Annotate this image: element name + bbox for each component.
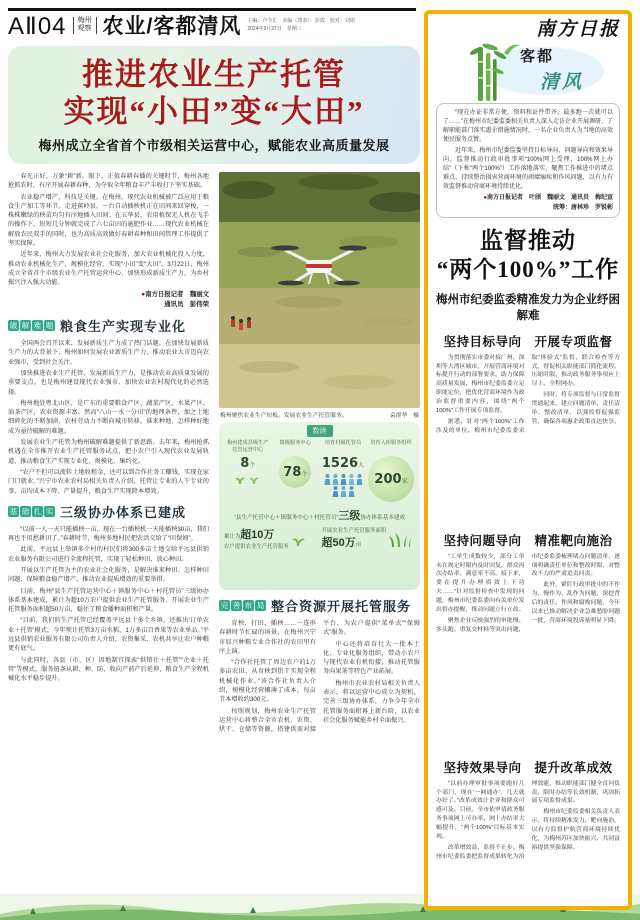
quote-paragraph: “现在办证非常方便，资料和证件带齐，最多跑一次就可以了……”在梅州市纪委监委相关负责人深入走访企业开展调研、了解职能部门落实惠企措施情况时，一名企业负责人为当地的高效便民服务点赞。 — [443, 110, 613, 143]
person-icon — [324, 474, 331, 485]
section-title: 整合资源开展托管服务 — [271, 599, 412, 614]
right-section-body-2 — [436, 553, 620, 749]
body-paragraph: “以前一人一天只能插秧一亩，现在一台插秧机一天能插秧30亩，我们再也不用愁耕田了。”春耕时节，梅州多地村民把农活交给了“田保姆”。 — [8, 525, 209, 543]
photo-caption: 梅州聚焦农业生产短板，发展农业生产托管服务。 — [220, 413, 348, 419]
person-icon — [348, 474, 355, 485]
body-paragraph: “农户不但可以流转土地收租金，还可以到合作社务工赚钱，实现在家门口就业。”兴宁市农业农村局相关负责人介绍，托管让专业的人干专业的事，亩均成本下降、产量提升，粮食生产实现降本增效。 — [8, 468, 209, 495]
body-paragraph: 与此同时，各县（市、区）因地制宜探索“供销社＋托管”“企业＋托管”等模式，服务链条从耕、种、防、收向产前产后延伸，粮食生产全程机械化水平稳步提升。 — [8, 656, 209, 683]
intro-paragraph: 春光正好，万象“耕”新。眼下，正值春耕春播的关键时节，梅州各地抢抓农时，有序开展春耕春种，为夺取全年粮食丰产丰收打下坚实基础。 — [8, 173, 209, 190]
page-credits — [247, 18, 355, 33]
masthead-logo: 南方日报 — [535, 19, 620, 40]
body-paragraph: 目前，梅州“县生产托管运营中心＋镇服务中心＋村托管员”三级协办体系基本建成，累计为超10万农户提供农业生产托管服务，开展农业生产托管服务面积超50万亩，稳住了粮食播种面积和产量。 — [8, 587, 209, 614]
byline-dot: ● — [141, 290, 146, 298]
sprout-icon — [292, 533, 312, 547]
intro-paragraph: 农业稳产增产，科技是关键。在梅州，现代农业机械被广泛应用于粮食生产加工等环节。走进蕉岭县，一台自动插秧机正在田间来回穿梭，一株株嫩绿的秧苗均匀有序地插入田间；在五华县，农用植保无人机在飞手的操作下，短短几分钟就完成了六七亩田的施肥作业……现代农业机械在解放农民双手的同时，也为高质高效做好春耕春种和田间管理工作提供了坚实保障。 — [8, 193, 209, 248]
headline-box — [8, 46, 420, 164]
main-article — [8, 46, 420, 898]
right-section-body-3 — [436, 780, 620, 920]
section-title: 粮食生产实现专业化 — [60, 319, 187, 335]
stat-town-centers: 镇级服务中心 78个 — [272, 440, 320, 488]
body-paragraph: 育秧、打田、插秧……一连串春耕时节忙碌的场景，在梅州兴宁市辰兴种粮专业合作社的农田里有序上演。 — [219, 620, 316, 655]
stat-county-centers: 梅州建成县级生产托管运营中心 8个 — [224, 440, 272, 490]
body-paragraph: 加快推进农业生产托管，发展新质生产力，是推动农业高质量发展的重要支点，也是梅州建设现代农业强市、加快农业农村现代化的必然选择。 — [8, 369, 209, 396]
right-section-title-2: 坚持问题导向 精准靶向施治 — [443, 533, 613, 548]
section-title: 三级协办体系已建成 — [60, 504, 187, 520]
body-paragraph: 此前，平远县上举镇多个村的村民们将300多亩土地交给平远县供销农业服务有限公司进行全流程托管，实现了轻松种田、放心种田。 — [8, 546, 209, 563]
body-paragraph: 开展以生产托管为主的农业社会化服务，是解决谁来种田、怎样种田问题，保障粮食稳产增产、推动农业提质增效的重要举措。 — [8, 567, 209, 584]
person-icon — [340, 486, 347, 497]
section-header-2 — [8, 502, 209, 521]
body-paragraph: 按照规划，梅州农业生产托管运营中心将整合全市农机、农资、烘干、仓储等资源，搭建供需对接平台，为农户提供“菜单式”“保姆式”服务。 — [219, 620, 420, 734]
main-article-byline — [8, 290, 209, 311]
section-tab — [73, 17, 97, 34]
right-section-title-1: 坚持目标导向 开展专项监督 — [443, 334, 613, 349]
person-icon — [340, 474, 347, 485]
leaf-check-icon — [504, 45, 520, 55]
headline-line1: 推进农业生产托管 — [82, 57, 346, 92]
sprout-icon — [235, 473, 261, 485]
right-section-title-3: 坚持效果导向 提升改革成效 — [443, 760, 613, 775]
person-icon — [332, 486, 339, 497]
column-logo — [436, 41, 620, 105]
infographic-box — [219, 422, 420, 590]
body-paragraph: 发展农业生产托管为梅州破解难题提供了新思路。去年来，梅州抢抓机遇在全市推开农业生产托管服务试点，把小农户引入现代农业发展轨道，推动粮食生产实现专业化、规模化、集约化。 — [8, 439, 209, 465]
edition-number: AⅡ04 — [8, 13, 67, 40]
photo-credit: 袁群华 摄 — [390, 413, 419, 419]
logo-text-1: 客都 — [520, 49, 555, 65]
headline-deck: 梅州成立全省首个市级相关运营中心，赋能农业高质量发展 — [38, 138, 390, 154]
logo-text-2: 清风 — [540, 72, 585, 93]
right-article-subtitle: 梅州市纪委监委精准发力为企业纾困解难 — [436, 293, 620, 322]
intro-paragraph: 近年来，梅州大力发展农业社会化服务，加大农业机械化投入力度，推动农业机械化生产、规模化经营，实现“小田”变“大田”。3月22日，梅州成立全省首个市级农业生产托管运营中心，加快形成新质生产力，为乡村振兴注入强大动能。 — [8, 251, 209, 287]
section-badge-icon: 完 善 布 局 — [220, 601, 265, 610]
body-paragraph: 梅州市农业农村局相关负责人表示，将以运营中心成立为契机，完善三级协办体系，力争今年全市托管服务面积再上新台阶，以农业社会化服务赋能乡村全面振兴。 — [323, 679, 420, 724]
byline-reporter: 南方日报记者 魏丽文 — [145, 290, 209, 298]
person-icon — [348, 486, 355, 497]
bamboo-icon — [470, 41, 522, 103]
body-paragraph: “合作社托管了周边农户的1万多亩农田，从育秧到烘干实现全程机械化作业。”该合作社负责人介绍，规模化经营摊薄了成本，每亩节本增收约300元。 — [219, 659, 316, 704]
drone-field-photo — [219, 172, 420, 408]
body-paragraph: 改革增效益，监督不止步。梅州市纪委监委把监督成果转化为治理效能，推动职能部门健全首问负责、限时办结等长效机制，巩固拓展专项监督成果。 — [436, 780, 620, 860]
stat-households-served: 累计为超10万 农户提供农业生产托管服务 — [224, 528, 318, 552]
right-section-body-1 — [436, 354, 620, 522]
stat-village-agents: 培育村级托管员 1526人 — [319, 440, 367, 497]
body-paragraph: 聚焦企业反映强烈的审批慢、多头跑、重复交材料等突出问题，市纪委监委梳理堵点问题清单，逐项明确责任单位和整改时限，对整改不力的严肃追责问责。 — [436, 553, 620, 633]
credits-line2: 2024年3月27日 星期三 — [247, 25, 302, 32]
stat-service-area: 开展农业生产托管服务面积 超50万亩 — [322, 528, 416, 552]
right-article-title — [436, 227, 620, 285]
lede-quote-box — [436, 103, 620, 218]
page-header — [8, 8, 416, 39]
headline-line2: 实现“小田”变“大田” — [63, 94, 365, 130]
right-title-line1: 监督推动 — [480, 228, 576, 254]
people-icons — [320, 474, 366, 497]
section-header-1 — [8, 316, 209, 335]
person-icon — [332, 474, 339, 485]
body-paragraph: “目前，我们的生产托管已经覆盖平远县十多个乡镇，还推出‘订单农业＋托管’模式，今年预计托管3万亩水稻、1万多亩百香果等农业单品。”平远县供销农业服务有限公司负责人介绍，农资集采、农机共享让农户种粮更有底气。 — [8, 617, 209, 653]
page-title: 农业/客都清风 — [102, 15, 242, 38]
main-article-left-column — [8, 172, 209, 898]
body-paragraph: 同时，将专项监督与日常监督贯通起来，建立问题清单、责任清单、整改清单，以强监督促强监管，确保各项惠企政策直达快享。 — [531, 392, 620, 425]
drone-icon — [219, 172, 420, 408]
right-article-byline — [443, 194, 613, 213]
byline-reporter: 南方日报记者 叶颀 魏丽文 通讯员 梅纪宣 — [486, 195, 613, 201]
grass-icon — [389, 532, 411, 547]
credits-line1: 主编：卢令汇 美编（图表）：彭霞 校对：刘珺 — [247, 18, 355, 24]
body-paragraph: 中心还将培育壮大一批本土化、专业化服务组织，带动小农户与现代农业有机衔接，推动托管服务向果茶等特色产业拓展。 — [323, 640, 420, 676]
body-paragraph: 全国两会召开以来，发展新质生产力成了热门话题。在加快发展新质生产力的大背景下，梅州如何发展农业新质生产力，推动农业大市迈向农业强市，受到社会关注。 — [8, 340, 209, 366]
stat-service-organizations: 培育入库服务组织 200家 — [367, 440, 415, 502]
main-article-middle-column — [219, 172, 420, 898]
body-paragraph: 据悉，针对“两个100%”工作涉及的单位，梅州市纪委监委采取“体验式”监督、联合检查等方式，督促相关职能部门简化流程、压缩时限，推动政务服务事项应上尽上、全程网办。 — [436, 354, 620, 434]
section-header-3 — [219, 596, 420, 615]
right-boxed-article — [424, 10, 632, 910]
body-paragraph: 为贯彻落实市委对接广州、深圳等大湾区城市，开展营商环境对标提升行动的部署要求，助力保障高质量发展，梅州市纪委监委立足职能定位，把优化营商环境作为政治监督重要内容，围绕“两个100%”工作开展专项监督。 — [436, 354, 525, 414]
byline-coordinator: 统筹：唐林珍 罗锐彬 — [552, 204, 613, 211]
infographic-badge: 数读 — [307, 425, 333, 437]
section-badge-icon: 基 础 扎 实 — [9, 506, 54, 516]
section-tab-line1: 梅州 — [77, 17, 92, 24]
section-3-body — [219, 619, 420, 887]
section-tab-line2: 观察 — [77, 25, 92, 33]
body-paragraph: 此外，紧盯行政审批中的不作为、慢作为、乱作为问题，深挖背后的责任、作风和腐败问题，今年以来已推动解决企业急难愁盼问题一批，营商环境投诉量明显下降。 — [531, 582, 620, 624]
section-badge-icon: 破 解 难 题 — [9, 321, 54, 331]
body-paragraph: “工单生成数较少，部分工单未在规定时限内及时回复，群众再次办结率、满意率不高。接下来，要在提升办理质效上下功夫……”针对监督检查中发现的问题，梅州市纪委监委向有关单位发出督办提醒，推动问题立行立改。 — [436, 553, 525, 613]
body-paragraph: 梅州地处粤北山区，是广东的重要粮食产区、蔬菜产区、水果产区、油茶产区，农业资源丰富。然而“八山一水一分田”的地理条件，加之土地细碎化的不断加剧，农村劳动力不断向城市转移，谁来种地、怎样种好地成为亟待破解的难题。 — [8, 399, 209, 435]
byline-correspondent: 通讯员 彭伟荣 — [164, 300, 209, 308]
byline-dot: ● — [483, 195, 487, 201]
body-paragraph: 梅州市纪委监委相关负责人表示，将持续精准发力、靶向施治，以有力监督护航营商环境持续优化，为梅州苏区加快振兴、共同富裕提供坚强保障。 — [531, 809, 620, 851]
person-icon — [356, 474, 363, 485]
right-title-line2: “两个100%”工作 — [436, 256, 620, 282]
photo-caption-bar — [219, 408, 420, 422]
quote-paragraph: 近年来，梅州市纪委监委坚持目标导向、问题导向和效果导向，监督推动行政审批事项“100%网上受理、100%网上办结”（下称“两个100%”）工作落地落实，聚焦工作推进中的堵点难点，持续整治损害营商环境的顽瘴痼疾和作风问题，以有力有效监督推动营商环境持续优化。 — [443, 148, 613, 190]
body-paragraph: “以前办理审批事项要跑好几个部门，现在‘一网通办’，几天就办好了。”改革成效让企业和群众可感可及。目前，全市依申请政务服务事项网上可办率、网上办结率大幅提升，“两个100%”目标基本实现。 — [436, 780, 525, 840]
infographic-summary: “县生产托管中心＋镇服务中心＋村托管员”三级协办体系基本建成 — [233, 510, 406, 522]
